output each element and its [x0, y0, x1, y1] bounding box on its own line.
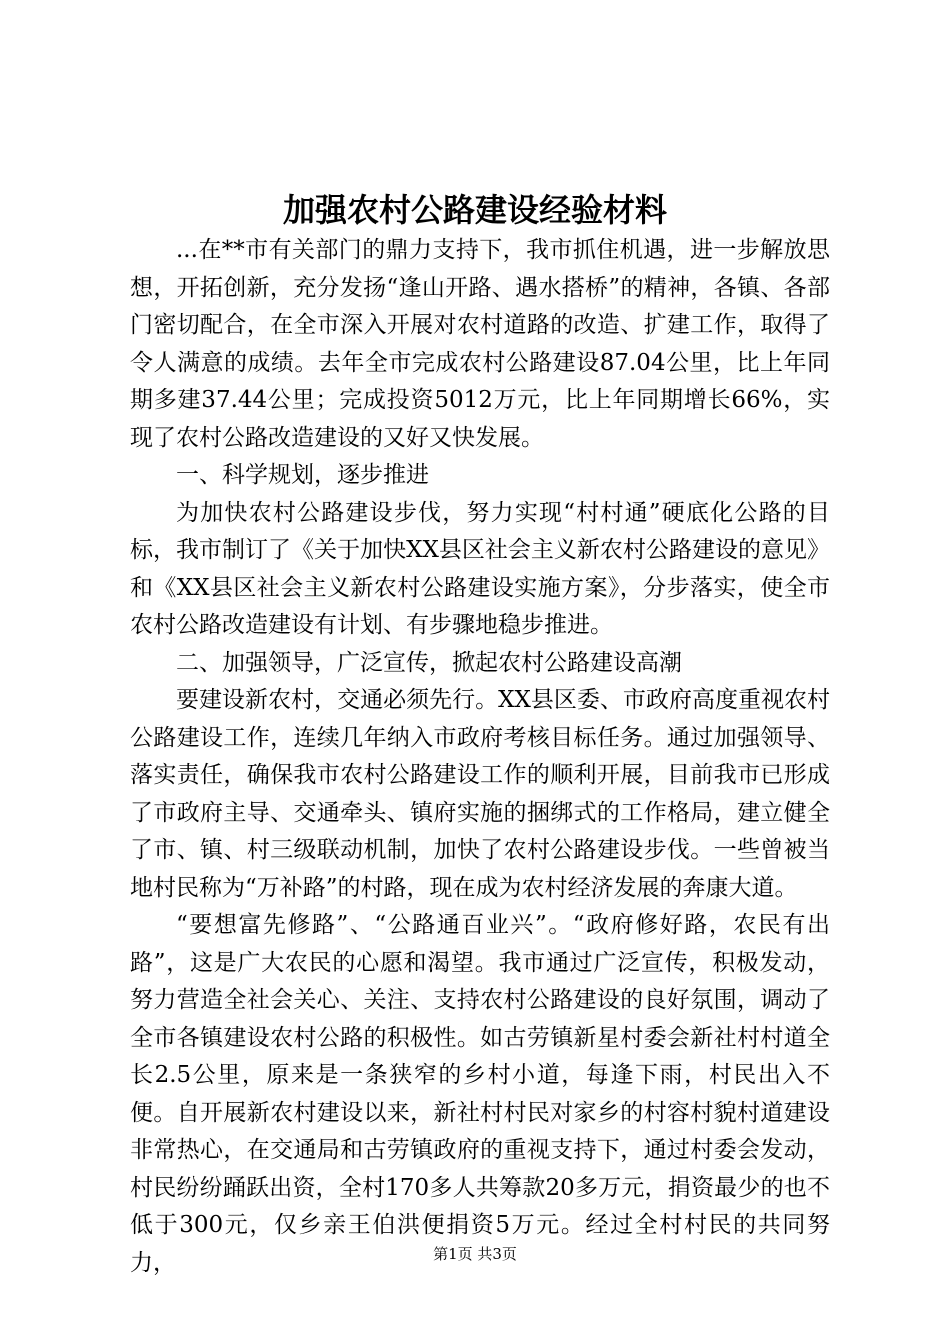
- body-paragraph-publicity: “要想富先修路”、“公路通百业兴”。“政府修好路，农民有出路”，这是广大农民的心愿和渴望。我市通过广泛宣传，积极发动，努力营造全社会关心、关注、支持农村公路建设的良好氛围，调动了全市各镇建设农村公路的积极性。如古劳镇新星村委会新社村村道全长2.5公里，原来是一条狭窄的乡村小道，每逢下雨，村民出入不便。自开展新农村建设以来，新社村村民对家乡的村容村貌村道建设非常热心，在交通局和古劳镇政府的重视支持下，通过村委会发动，村民纷纷踊跃出资，全村170多人共筹款20多万元，捐资最少的也不低于300元，仅乡亲王伯洪便捐资5万元。经过全村村民的共同努力，: [130, 912, 830, 1276]
- document-title: 加强农村公路建设经验材料: [282, 191, 667, 229]
- document-body: [130, 232, 830, 1282]
- page-footer: 第1页 共3页: [433, 1245, 517, 1263]
- section-heading-1: 一、科学规划，逐步推进: [176, 462, 429, 488]
- body-paragraph-leadership: 要建设新农村，交通必须先行。XX县区委、市政府高度重视农村公路建设工作，连续几年纳入市政府考核目标任务。通过加强领导、落实责任，确保我市农村公路建设工作的顺利开展，目前我市已形成了市政府主导、交通牵头、镇府实施的捆绑式的工作格局，建立健全了市、镇、村三级联动机制，加快了农村公路建设步伐。一些曾被当地村民称为“万补路”的村路，现在成为农村经济发展的奔康大道。: [130, 687, 830, 901]
- body-paragraph-planning: 为加快农村公路建设步伐，努力实现“村村通”硬底化公路的目标，我市制订了《关于加快XX县区社会主义新农村公路建设的意见》和《XX县区社会主义新农村公路建设实施方案》，分步落实，使全市农村公路改造建设有计划、有步骤地稳步推进。: [130, 499, 830, 638]
- body-paragraph-intro: ...在**市有关部门的鼎力支持下，我市抓住机遇，进一步解放思想，开拓创新，充分发扬“逢山开路、遇水搭桥”的精神，各镇、各部门密切配合，在全市深入开展对农村道路的改造、扩建工作，取得了令人满意的成绩。去年全市完成农村公路建设87.04公里，比上年同期多建37.44公里；完成投资5012万元，比上年同期增长66%，实现了农村公路改造建设的又好又快发展。: [130, 237, 830, 451]
- section-heading-2: 二、加强领导，广泛宣传，掀起农村公路建设高潮: [176, 649, 682, 676]
